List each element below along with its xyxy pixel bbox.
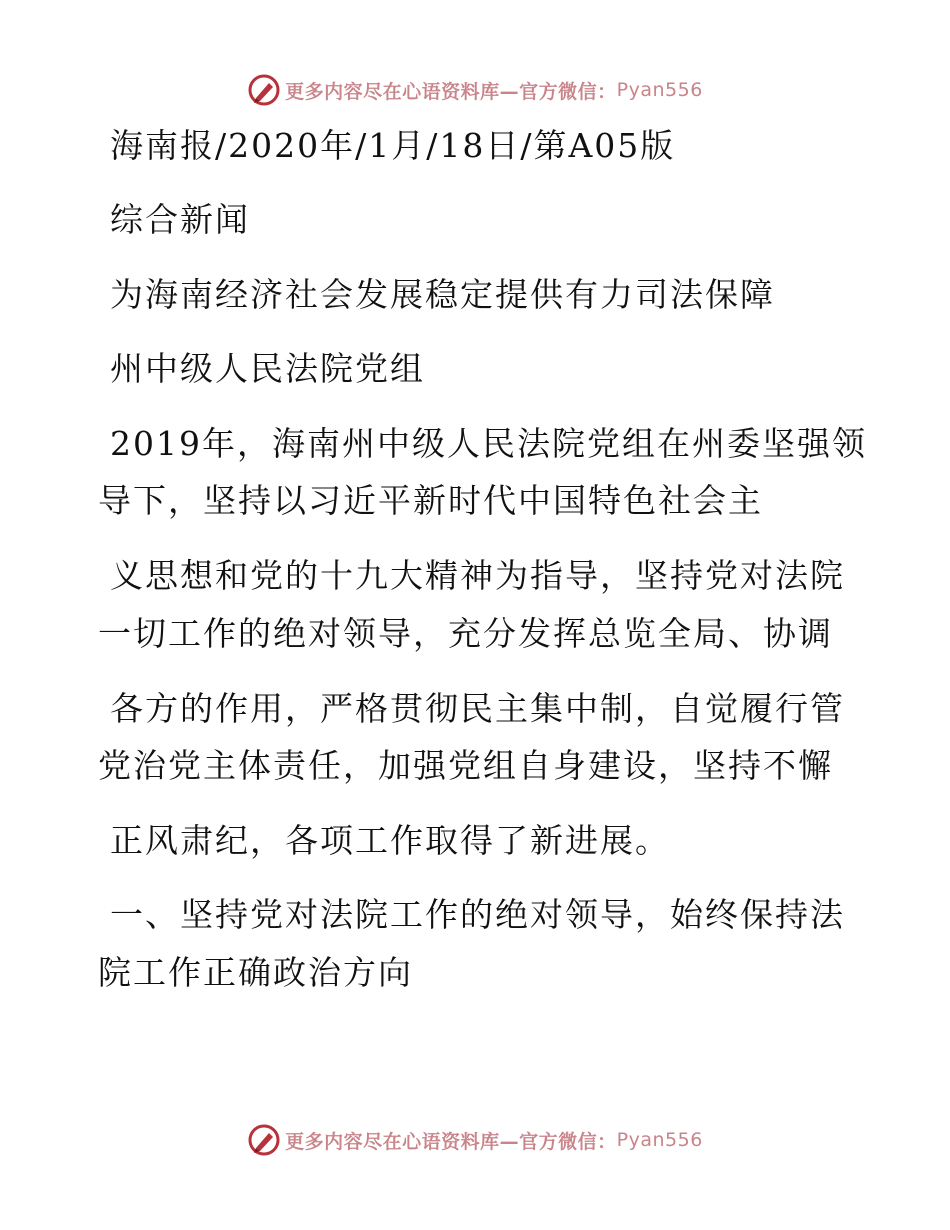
paragraph-line: 正风肃纪，各项工作取得了新进展。 (110, 821, 670, 860)
article-title: 为海南经济社会发展稳定提供有力司法保障 (110, 275, 775, 314)
paragraph-line: 党治党主体责任，加强党组自身建设，坚持不懈 (98, 746, 833, 785)
banner-handle: Pyan556 (616, 1129, 703, 1151)
paragraph-line: 导下，坚持以习近平新时代中国特色社会主 (98, 481, 763, 520)
pen-logo-icon (247, 1123, 281, 1157)
banner-text: 更多内容尽在心语资料库—官方微信： (285, 80, 617, 103)
paragraph-line: 义思想和党的十九大精神为指导，坚持党对法院 (110, 556, 845, 595)
footer-banner (0, 1120, 950, 1160)
article-author: 州中级人民法院党组 (110, 349, 425, 388)
paragraph-line: 各方的作用，严格贯彻民主集中制，自觉履行管 (110, 689, 845, 728)
paragraph-line: 2019年，海南州中级人民法院党组在州委坚强领 (110, 424, 867, 463)
section-heading: 一、坚持党对法院工作的绝对领导，始终保持法 (110, 895, 845, 934)
banner-text: 更多内容尽在心语资料库—官方微信： (285, 1130, 617, 1153)
banner-handle: Pyan556 (616, 79, 703, 101)
article-section: 综合新闻 (110, 200, 250, 239)
paragraph-line: 一切工作的绝对领导，充分发挥总览全局、协调 (98, 614, 833, 653)
section-heading-cont: 院工作正确政治方向 (98, 953, 413, 992)
article-source-line: 海南报/2020年/1月/18日/第A05版 (110, 126, 676, 165)
